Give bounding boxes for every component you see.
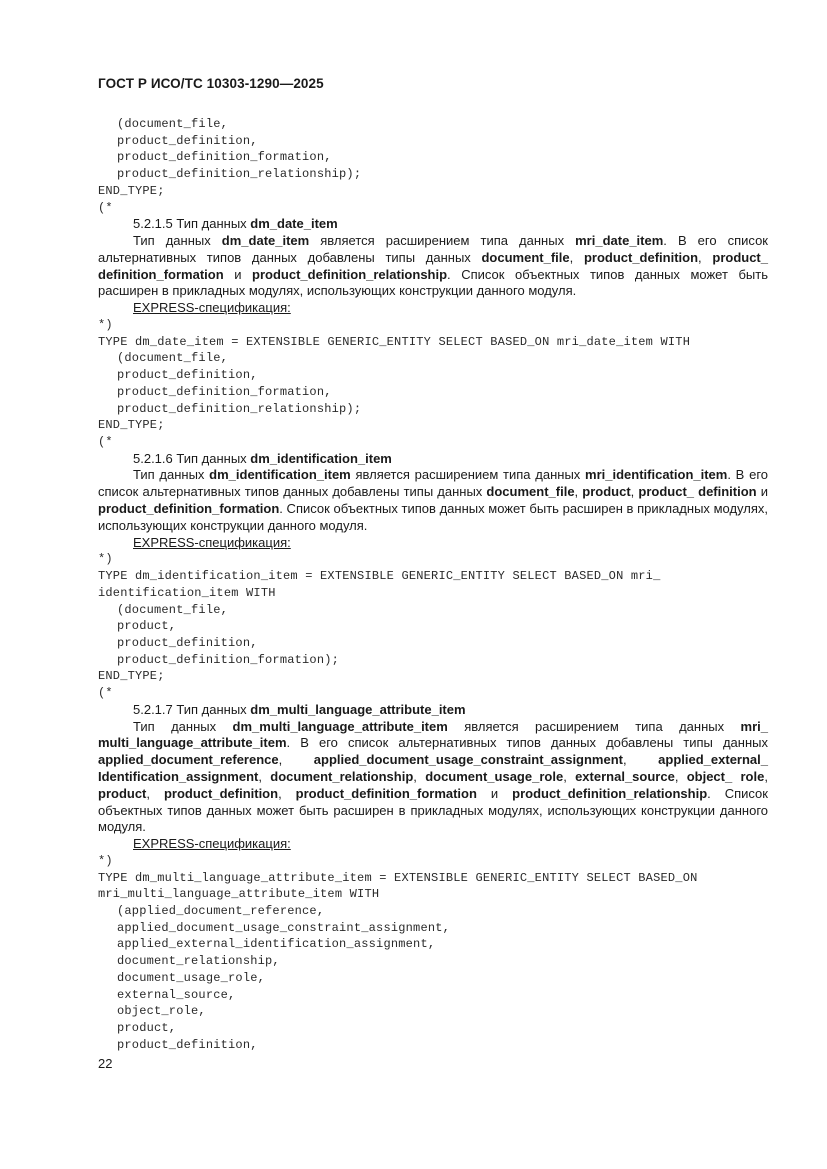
code-type-line: TYPE dm_identification_item = EXTENSIBLE GENERIC_ENTITY SELECT BASED_ON mri_ <box>98 569 661 584</box>
code-line: product_definition, <box>117 635 258 650</box>
express-spec-label: EXPRESS-спецификация: <box>133 534 291 550</box>
code-comment-close: *) <box>98 853 113 868</box>
code-line: external_source, <box>117 987 236 1002</box>
section-paragraph-5-2-1-5: Тип данных dm_date_item является расширением типа данных mri_date_item. В его список альтернативных типов данных добавлены типы данных document_file, product_definition, product_ definition_formation и product_definition_relationship. Список объектных типов данных может быть расширен в прикладных модулях, использующих конструкции данного модуля. <box>98 233 768 299</box>
code-block-continuation <box>98 116 768 216</box>
code-comment-open: (* <box>98 434 113 449</box>
code-comment-open: (* <box>98 686 113 701</box>
code-block-dm-multi-language-attribute-item <box>98 853 768 1053</box>
code-line: product, <box>117 619 177 634</box>
code-comment-open: (* <box>98 200 113 215</box>
code-block-dm-date-item <box>98 317 768 451</box>
code-end-type: END_TYPE; <box>98 669 165 684</box>
section-heading-5-2-1-7: 5.2.1.7 Тип данных dm_multi_language_attribute_item <box>133 701 466 717</box>
code-line: product_definition_formation, <box>117 384 332 399</box>
code-line: (document_file, <box>117 602 229 617</box>
code-end-type: END_TYPE; <box>98 183 165 198</box>
code-type-line-cont: mri_multi_language_attribute_item WITH <box>98 887 380 902</box>
express-spec-label: EXPRESS-спецификация: <box>133 300 291 316</box>
section-heading-5-2-1-5: 5.2.1.5 Тип данных dm_date_item <box>133 216 338 232</box>
code-line: product_definition, <box>117 368 258 383</box>
code-type-line-cont: identification_item WITH <box>98 585 276 600</box>
section-paragraph-5-2-1-7: Тип данных dm_multi_language_attribute_item является расширением типа данных mri_ multi_language_attribute_item. В его список альтернативных типов данных добавлены типы данных applied_document_reference, applied_document_usage_constraint_assignment, applied_external_ Identification_assignment, document_relationship, document_usage_role, external_source, object_ role, product, product_definition, product_definition_formation и product_definition_relationship. Список объектных типов данных может быть расширен в прикладных модулях, использующих конструкции данного модуля. <box>98 718 768 835</box>
code-line: (document_file, <box>117 117 229 131</box>
express-spec-label: EXPRESS-спецификация: <box>133 836 291 852</box>
code-comment-close: *) <box>98 318 113 332</box>
code-line: product_definition, <box>117 1037 258 1052</box>
code-line: product_definition_relationship); <box>117 167 362 182</box>
code-comment-close: *) <box>98 552 113 567</box>
code-line: (document_file, <box>117 351 229 366</box>
code-line: product_definition, <box>117 133 258 148</box>
document-header: ГОСТ Р ИСО/ТС 10303-1290—2025 <box>98 76 324 91</box>
code-line: product_definition_formation, <box>117 150 332 165</box>
code-type-line: TYPE dm_multi_language_attribute_item = EXTENSIBLE GENERIC_ENTITY SELECT BASED_ON <box>98 870 698 885</box>
section-heading-5-2-1-6: 5.2.1.6 Тип данных dm_identification_item <box>133 450 392 466</box>
code-line: product_definition_formation); <box>117 652 340 667</box>
code-line: object_role, <box>117 1004 206 1019</box>
code-line: product_definition_relationship); <box>117 401 362 416</box>
code-line: applied_external_identification_assignment, <box>117 937 436 952</box>
page-content <box>98 116 768 1053</box>
code-line: document_usage_role, <box>117 970 266 985</box>
code-block-dm-identification-item <box>98 551 768 701</box>
code-line: product, <box>117 1020 177 1035</box>
code-line: applied_document_usage_constraint_assignment, <box>117 920 451 935</box>
code-line: document_relationship, <box>117 954 280 969</box>
code-type-line: TYPE dm_date_item = EXTENSIBLE GENERIC_ENTITY SELECT BASED_ON mri_date_item WITH <box>98 334 691 349</box>
page-number: 22 <box>98 1056 113 1071</box>
code-line: (applied_document_reference, <box>117 904 325 919</box>
code-end-type: END_TYPE; <box>98 418 165 433</box>
section-paragraph-5-2-1-6: Тип данных dm_identification_item является расширением типа данных mri_identification_item. В его список альтернативных типов данных добавлены типы данных document_file, product, product_ definition и product_definition_formation. Список объектных типов данных может быть расширен в прикладных модулях, использующих конструкции данного модуля. <box>98 467 768 533</box>
